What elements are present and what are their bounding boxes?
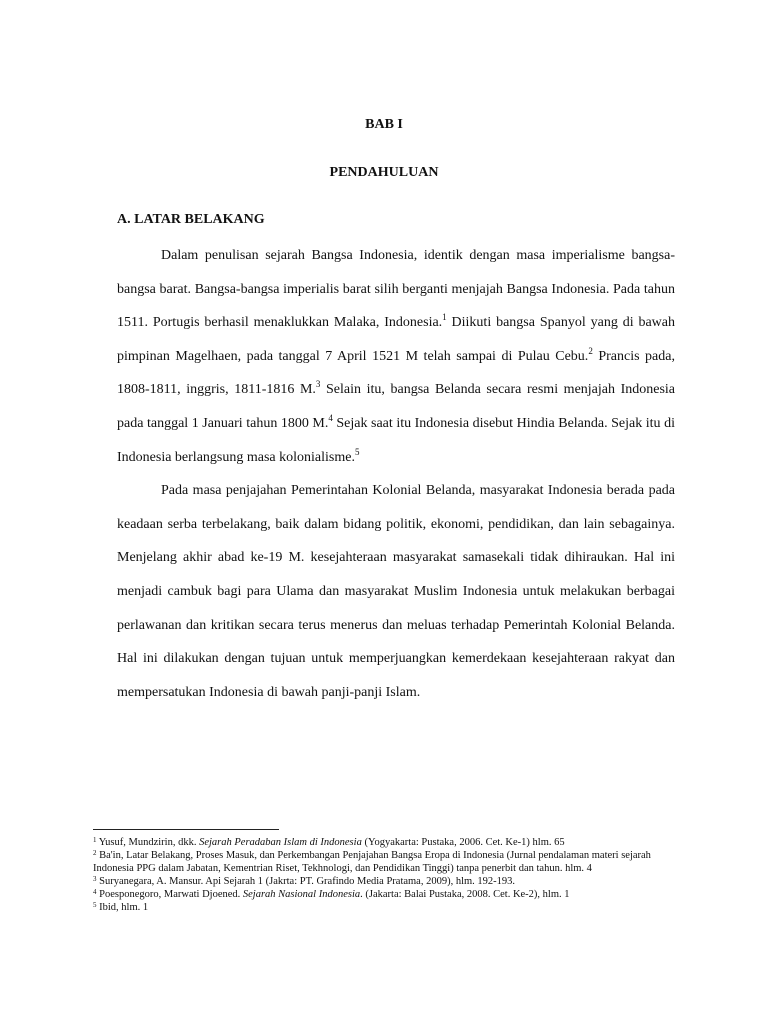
paragraph-1-sentence-1: Dalam penulisan sejarah Bangsa Indonesia, identik dengan masa imperialisme bangsa-bangsa barat. Bangsa-bangsa imperialis barat silih berganti menjajah Bangsa Indonesia. Pada tahun 1511. Portugis berhasil menaklukkan Malaka, Indonesia.	[117, 248, 675, 331]
footnote-ref-5: 5	[354, 446, 360, 457]
footnote-text: (Yogyakarta: Pustaka, 2006. Cet. Ke-1) hlm. 65	[361, 837, 565, 848]
footnote-text: Ba'in, Latar Belakang, Proses Masuk, dan Perkembangan Penjajahan Bangsa Eropa di Indonesia (Jurnal pendalaman materi sejarah Indonesia PPG dalam Jabatan, Kementrian Riset, Tekhnologi, dan Pendidikan Tinggi) tanpa penerbit dan tahun. hlm. 4	[93, 850, 651, 874]
footnotes	[93, 836, 663, 914]
paragraph-1-sentence-5: Sejak saat itu Indonesia disebut Hindia Belanda. Sejak itu di Indonesia berlangsung masa kolonialisme.	[117, 415, 675, 465]
footnote-ref-2: 2	[588, 345, 593, 356]
footnote-3	[93, 875, 663, 888]
footnote-number: 4	[93, 888, 97, 896]
footnote-ref-4: 4	[328, 412, 333, 423]
chapter-title: PENDAHULUAN	[329, 165, 439, 180]
footnote-2	[93, 849, 663, 875]
paragraph-1-sentence-3: Prancis pada, 1808-1811, inggris, 1811-1816 M.	[117, 348, 675, 398]
footnote-number: 1	[93, 836, 97, 844]
footnote-5	[93, 901, 663, 914]
chapter-number: BAB I	[365, 117, 403, 132]
paragraph-1-sentence-4: Selain itu, bangsa Belanda secara resmi menjajah Indonesia pada tanggal 1 Januari tahun 1800 M.	[117, 382, 676, 431]
footnote-text: Poesponegoro, Marwati Djoened.	[96, 889, 243, 900]
footnote-title: Sejarah Peradaban Islam di Indonesia	[199, 837, 362, 848]
paragraph-1	[117, 239, 675, 474]
footnote-number: 5	[93, 901, 97, 909]
footnote-1	[93, 836, 663, 849]
footnote-title: Sejarah Nasional Indonesia	[242, 889, 361, 900]
footnote-text: Suryanegara, A. Mansur. Api Sejarah 1 (Jakrta: PT. Grafindo Media Pratama, 2009), hlm. 192-193.	[96, 876, 516, 887]
footnote-number: 3	[93, 875, 97, 883]
footnote-text: Ibid, hlm. 1	[96, 902, 149, 913]
footnote-4	[93, 888, 663, 901]
footnote-text: Yusuf, Mundzirin, dkk.	[96, 837, 200, 848]
footnote-ref-1: 1	[442, 312, 447, 323]
section-heading: A. LATAR BELAKANG	[117, 212, 265, 227]
body-text	[117, 239, 675, 709]
footnote-number: 2	[93, 849, 97, 857]
footnote-ref-3: 3	[315, 379, 321, 390]
paragraph-2: Pada masa penjajahan Pemerintahan Kolonial Belanda, masyarakat Indonesia berada pada keadaan serba terbelakang, baik dalam bidang politik, ekonomi, pendidikan, dan lain sebagainya. Menjelang akhir abad ke-19 M. kesejahteraan masyarakat samasekali tidak dihiraukan. Hal ini menjadi cambuk bagi para Ulama dan masyarakat Muslim Indonesia untuk melakukan berbagai perlawanan dan kritikan secara terus menerus dan meluas terhadap Pemerintah Kolonial Belanda. Hal ini dilakukan dengan tujuan untuk memperjuangkan kemerdekaan kesejahteraan rakyat dan mempersatukan Indonesia di bawah panji-panji Islam.	[117, 483, 675, 700]
footnote-text: . (Jakarta: Balai Pustaka, 2008. Cet. Ke-2), hlm. 1	[360, 889, 570, 900]
footnote-separator	[93, 829, 279, 830]
paragraph-1-sentence-2: Diikuti bangsa Spanyol yang di bawah pimpinan Magelhaen, pada tanggal 7 April 1521 M telah sampai di Pulau Cebu.	[117, 315, 675, 364]
